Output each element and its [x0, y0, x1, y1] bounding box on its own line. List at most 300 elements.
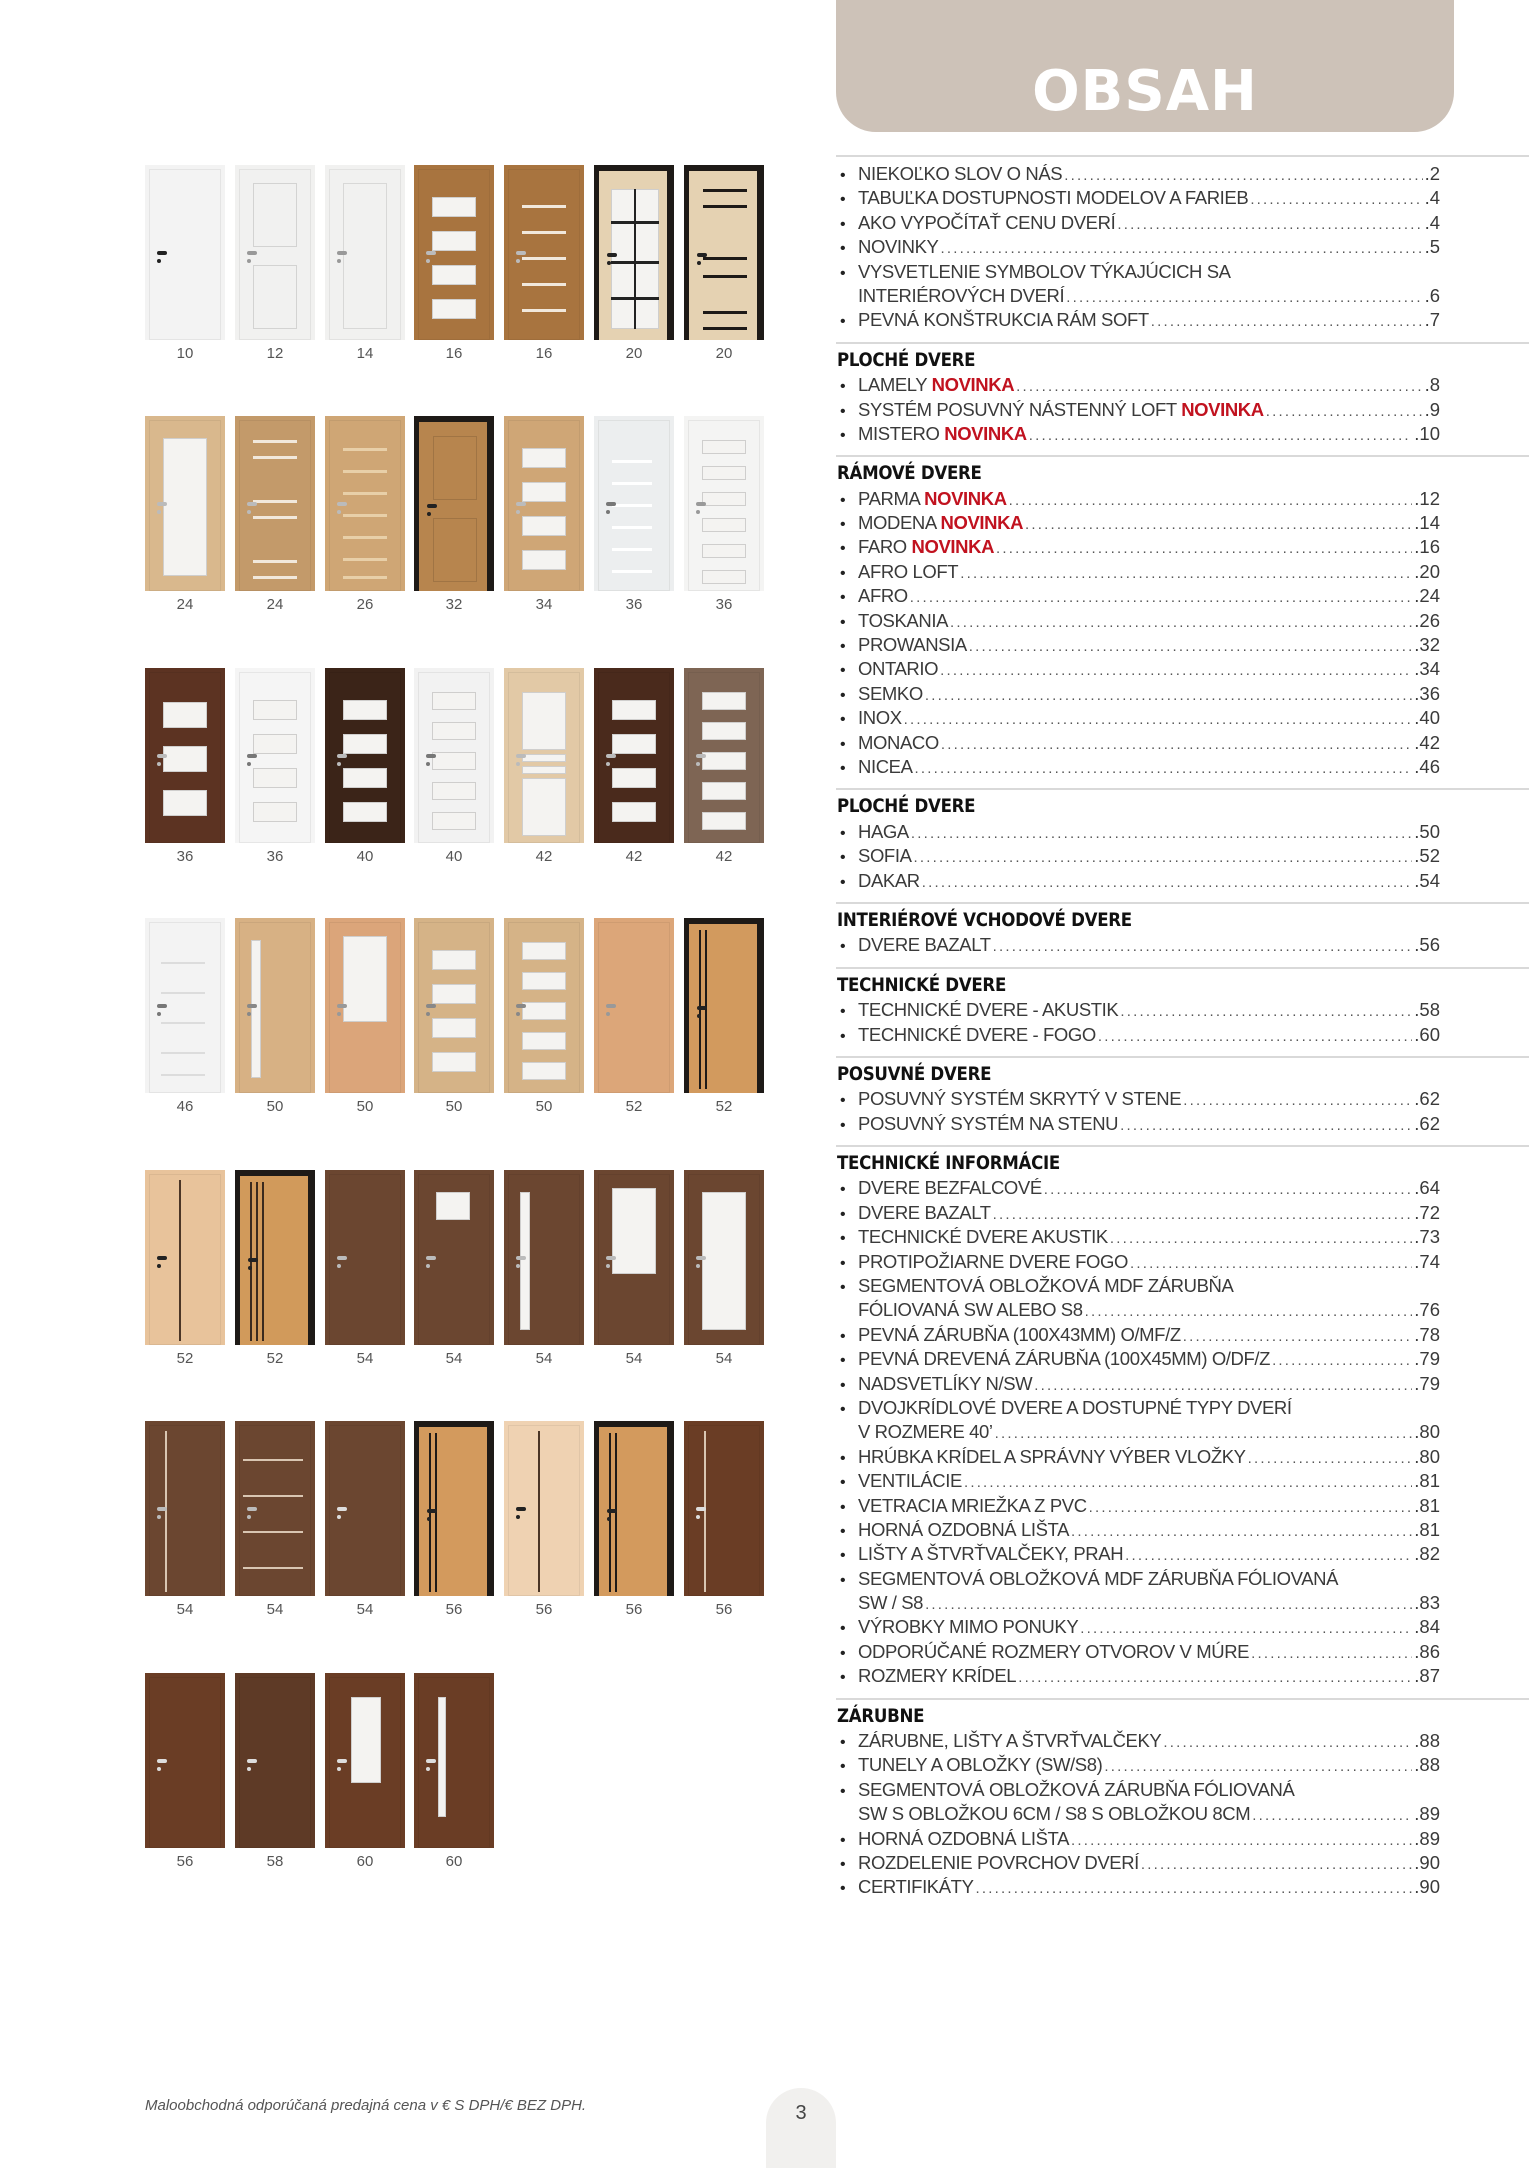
glass-slit: [522, 309, 566, 312]
toc-entry[interactable]: [836, 731, 1440, 755]
glass-slit: [343, 558, 387, 561]
dot-leader: [1044, 1178, 1412, 1202]
decor-line: [538, 1431, 540, 1592]
door-handle-icon: [516, 1507, 526, 1511]
dot-leader: [1163, 1731, 1412, 1755]
door-glass: [432, 722, 476, 740]
dot-leader: [1183, 1089, 1412, 1113]
door-thumbnail[interactable]: [684, 165, 764, 340]
toc-entry[interactable]: [836, 1274, 1440, 1298]
door-thumbnail[interactable]: [145, 165, 225, 340]
toc-entry[interactable]: [836, 260, 1440, 284]
toc-entry-text: CERTIFIKÁTY: [858, 1876, 974, 1898]
door-thumbnail[interactable]: [145, 918, 225, 1093]
toc-entry-label: [858, 1567, 1338, 1591]
toc-section-heading[interactable]: PLOCHÉ DVERE: [837, 796, 976, 818]
door-thumbnail[interactable]: [504, 668, 584, 843]
door-thumbnail[interactable]: [145, 1170, 225, 1345]
toc-entry[interactable]: [836, 869, 1440, 893]
bullet-icon: •: [840, 564, 846, 582]
door-page-label: 20: [715, 345, 733, 362]
toc-page-number: .36: [1414, 682, 1440, 704]
door-thumbnail[interactable]: [414, 668, 494, 843]
toc-entry[interactable]: [836, 1201, 1440, 1225]
bullet-icon: •: [840, 1758, 846, 1776]
toc-entry[interactable]: [836, 1445, 1440, 1469]
door-handle-icon: [427, 504, 437, 508]
toc-entry[interactable]: [836, 1664, 1440, 1688]
door-glass: [612, 1188, 656, 1274]
toc-page-number: .76: [1414, 1299, 1440, 1321]
toc-entry-label: [858, 1396, 1292, 1420]
door-thumbnail[interactable]: [684, 1170, 764, 1345]
door-thumbnail[interactable]: [684, 416, 764, 591]
toc-entry[interactable]: [836, 422, 1440, 446]
toc-entry-text: POSUVNÝ SYSTÉM SKRYTÝ V STENE: [858, 1088, 1182, 1110]
toc-page-number: .60: [1414, 1023, 1440, 1045]
grid-bar: [611, 221, 659, 224]
toc-entry[interactable]: [836, 186, 1440, 210]
door-thumbnail[interactable]: [414, 918, 494, 1093]
door-page-label: 50: [535, 1098, 553, 1115]
door-thumbnail[interactable]: [684, 918, 764, 1093]
toc-entry-text: VÝROBKY MIMO PONUKY: [858, 1616, 1079, 1638]
toc-entry-label: [858, 1778, 1294, 1802]
door-leaf: [419, 422, 487, 591]
toc-entry[interactable]: [836, 1729, 1440, 1753]
bullet-icon: •: [840, 711, 846, 729]
door-glass: [702, 544, 746, 558]
door-thumbnail[interactable]: [235, 1673, 315, 1848]
door-thumbnail[interactable]: [594, 1170, 674, 1345]
toc-entry[interactable]: [836, 1518, 1440, 1542]
toc-entry[interactable]: [836, 609, 1440, 633]
toc-entry[interactable]: [836, 933, 1440, 957]
door-leaf: [149, 1174, 221, 1345]
door-page-label: 54: [625, 1350, 643, 1367]
toc-page-number: .50: [1414, 820, 1440, 842]
door-handle-icon: [426, 754, 436, 758]
toc-page-number: .16: [1414, 536, 1440, 558]
toc-entry[interactable]: [836, 755, 1440, 779]
door-lock-icon: [606, 1012, 610, 1016]
door-thumbnail[interactable]: [684, 1421, 764, 1596]
bullet-icon: •: [840, 426, 846, 444]
door-leaf: [239, 1677, 311, 1848]
toc-page-number: .2: [1424, 163, 1440, 184]
toc-entry[interactable]: [836, 1778, 1440, 1802]
toc-entry[interactable]: [836, 1023, 1440, 1047]
door-glass: [522, 754, 566, 762]
door-page-label: 56: [535, 1601, 553, 1618]
toc-entry-continuation[interactable]: [836, 284, 1440, 308]
toc-entry[interactable]: [836, 535, 1440, 559]
toc-entry-text: ROZDELENIE POVRCHOV DVERÍ: [858, 1852, 1139, 1873]
bullet-icon: •: [840, 735, 846, 753]
door-thumbnail[interactable]: [325, 918, 405, 1093]
door-lock-icon: [696, 510, 700, 514]
toc-entry-continuation[interactable]: [836, 1802, 1440, 1826]
door-glass: [702, 1192, 746, 1330]
toc-entry-label: [858, 1274, 1233, 1298]
door-page-label: 50: [266, 1098, 284, 1115]
glass-slit: [161, 1022, 205, 1024]
door-glass: [702, 752, 746, 770]
toc-entry-label: [858, 933, 991, 957]
door-lock-icon: [337, 1012, 341, 1016]
toc-entry[interactable]: [836, 1176, 1440, 1200]
toc-entry[interactable]: [836, 487, 1440, 511]
door-thumbnail[interactable]: [325, 1170, 405, 1345]
toc-entry-label: [858, 1372, 1032, 1396]
door-thumbnail[interactable]: [325, 1421, 405, 1596]
door-glass: [702, 466, 746, 480]
door-thumbnail[interactable]: [594, 918, 674, 1093]
toc-entry[interactable]: [836, 235, 1440, 259]
novinka-badge: NOVINKA: [944, 422, 1027, 444]
toc-section-heading[interactable]: ZÁRUBNE: [837, 1705, 925, 1727]
toc-entry[interactable]: [836, 1494, 1440, 1518]
door-lock-icon: [606, 510, 610, 514]
bullet-icon: •: [840, 759, 846, 777]
door-glass: [432, 812, 476, 830]
door-handle-icon: [157, 1507, 167, 1511]
decor-line: [262, 1182, 264, 1341]
dot-leader: [1104, 1755, 1412, 1779]
toc-page-number: .26: [1414, 609, 1440, 631]
door-page-label: 24: [176, 596, 194, 613]
dot-leader: [1071, 1520, 1412, 1544]
toc-entry[interactable]: [836, 211, 1440, 235]
door-lock-icon: [516, 762, 520, 766]
toc-entry[interactable]: [836, 1323, 1440, 1347]
door-page-label: 20: [625, 345, 643, 362]
toc-page-number: .4: [1424, 187, 1440, 209]
door-thumbnail[interactable]: [594, 1421, 674, 1596]
toc-entry[interactable]: [836, 1396, 1440, 1420]
door-handle-icon: [247, 1759, 257, 1763]
toc-entry[interactable]: [836, 1347, 1440, 1371]
door-page-label: 52: [176, 1350, 194, 1367]
door-lock-icon: [337, 1767, 341, 1771]
door-glass: [702, 782, 746, 800]
toc-entry-text: HORNÁ OZDOBNÁ LIŠTA: [858, 1827, 1070, 1849]
toc-entry[interactable]: [836, 308, 1440, 332]
door-leaf: [508, 1425, 580, 1596]
toc-entry[interactable]: [836, 1250, 1440, 1274]
toc-entry[interactable]: [836, 682, 1440, 706]
toc-entry[interactable]: [836, 633, 1440, 657]
toc-entry[interactable]: [836, 1827, 1440, 1851]
door-leaf: [688, 1174, 760, 1345]
glass-slit: [612, 504, 652, 507]
toc-section-heading[interactable]: INTERIÉROVÉ VCHODOVÉ DVERE: [837, 909, 1132, 931]
toc-entry[interactable]: [836, 1087, 1440, 1111]
door-leaf: [149, 1677, 221, 1848]
door-thumbnail[interactable]: [235, 165, 315, 340]
toc-section-heading[interactable]: RÁMOVÉ DVERE: [837, 463, 982, 485]
door-glass: [432, 1052, 476, 1072]
toc-entry-label: [858, 535, 994, 559]
door-thumbnail[interactable]: [235, 416, 315, 591]
toc-entry-label: [858, 609, 948, 633]
door-handle-icon: [157, 502, 167, 506]
toc-section: [836, 457, 1529, 788]
door-glass: [343, 734, 387, 754]
toc-entry[interactable]: [836, 998, 1440, 1022]
door-lock-icon: [337, 510, 341, 514]
door-lock-icon: [696, 1264, 700, 1268]
toc-entry-text: TOSKANIA: [858, 609, 949, 631]
door-leaf: [598, 672, 670, 843]
door-lock-icon: [516, 1264, 520, 1268]
bullet-icon: •: [840, 1734, 846, 1752]
door-page-label: 16: [445, 345, 463, 362]
toc-entry[interactable]: [836, 844, 1440, 868]
door-thumbnail[interactable]: [414, 1673, 494, 1848]
bullet-icon: •: [840, 215, 846, 233]
door-thumbnail[interactable]: [325, 165, 405, 340]
bullet-icon: •: [840, 1205, 846, 1223]
decor-bar: [243, 1531, 303, 1533]
door-thumbnail[interactable]: [594, 668, 674, 843]
toc-entry-text: INOX: [858, 707, 902, 729]
door-thumbnail[interactable]: [504, 1170, 584, 1345]
door-page-label: 10: [176, 345, 194, 362]
toc-entry-text: ODPORÚČANÉ ROZMERY OTVOROV V MÚRE: [858, 1640, 1250, 1662]
toc-entry[interactable]: [836, 657, 1440, 681]
toc-entry-text: VYSVETLENIE SYMBOLOV TÝKAJÚCICH SA: [858, 260, 1231, 282]
door-glass: [253, 802, 297, 822]
toc-entry-text: POSUVNÝ SYSTÉM NA STENU: [858, 1112, 1119, 1134]
toc-entry[interactable]: [836, 706, 1440, 730]
toc-entry[interactable]: [836, 1225, 1440, 1249]
door-thumbnail[interactable]: [414, 1170, 494, 1345]
bullet-icon: •: [840, 849, 846, 867]
door-glass: [343, 768, 387, 788]
door-page-label: 54: [176, 1601, 194, 1618]
toc-entry[interactable]: [836, 560, 1440, 584]
toc-entry[interactable]: [836, 1640, 1440, 1664]
door-thumbnail[interactable]: [684, 668, 764, 843]
door-thumbnail[interactable]: [235, 918, 315, 1093]
door-thumbnail[interactable]: [235, 1421, 315, 1596]
toc-entry-text: HORNÁ OZDOBNÁ LIŠTA: [858, 1518, 1070, 1540]
door-thumbnail[interactable]: [145, 668, 225, 843]
door-thumbnail[interactable]: [145, 416, 225, 591]
toc-entry-text: ROZMERY KRÍDEL: [858, 1665, 1017, 1687]
toc-entry-text: LIŠTY A ŠTVRŤVALČEKY, PRAH: [858, 1543, 1124, 1565]
door-thumbnail[interactable]: [235, 668, 315, 843]
toc-entry[interactable]: [836, 1875, 1440, 1899]
door-thumbnail[interactable]: [325, 1673, 405, 1848]
toc-entry-label: [858, 373, 1014, 397]
door-thumbnail[interactable]: [594, 416, 674, 591]
door-page-label: 54: [715, 1350, 733, 1367]
dot-leader: [995, 1422, 1413, 1446]
toc-entry[interactable]: [836, 373, 1440, 397]
door-thumbnail[interactable]: [414, 1421, 494, 1596]
toc-page-number: .12: [1414, 487, 1440, 509]
toc-entry[interactable]: [836, 162, 1440, 186]
door-leaf: [329, 1174, 401, 1345]
toc-entry[interactable]: [836, 1753, 1440, 1777]
toc-section-heading[interactable]: PLOCHÉ DVERE: [837, 349, 976, 371]
toc-page-number: .89: [1414, 1827, 1440, 1849]
bullet-icon: •: [840, 378, 846, 396]
door-lock-icon: [606, 1264, 610, 1268]
door-leaf: [688, 1425, 760, 1596]
door-glass: [163, 438, 207, 576]
door-handle-icon: [157, 1256, 167, 1260]
door-thumbnail[interactable]: [235, 1170, 315, 1345]
page-title: OBSAH: [1032, 59, 1258, 124]
door-glass: [163, 702, 207, 728]
door-page-label: 54: [266, 1601, 284, 1618]
toc-entry-continuation[interactable]: [836, 1298, 1440, 1322]
door-leaf: [689, 924, 757, 1093]
toc-entry-label: [858, 1201, 991, 1225]
door-handle-icon: [157, 251, 167, 255]
door-lock-icon: [337, 762, 341, 766]
door-page-label: 14: [356, 345, 374, 362]
toc-section-heading[interactable]: TECHNICKÉ INFORMÁCIE: [837, 1153, 1060, 1175]
glass-slit: [522, 205, 566, 208]
door-thumbnail[interactable]: [504, 918, 584, 1093]
door-thumbnail[interactable]: [414, 165, 494, 340]
toc-entry-text: PARMA: [858, 487, 920, 509]
bullet-icon: •: [840, 240, 846, 258]
toc-entry[interactable]: [836, 1615, 1440, 1639]
black-bar: [703, 257, 747, 260]
dot-leader: [940, 237, 1422, 261]
door-lock-icon: [426, 1767, 430, 1771]
toc-entry-label: [858, 560, 958, 584]
toc-entry-label: [858, 1518, 1069, 1542]
door-handle-icon: [337, 502, 347, 506]
door-thumbnail[interactable]: [594, 165, 674, 340]
door-panel: [253, 265, 297, 329]
door-lock-icon: [607, 1517, 611, 1521]
toc-entry[interactable]: [836, 1851, 1440, 1875]
door-leaf: [239, 169, 311, 340]
toc-section-heading[interactable]: TECHNICKÉ DVERE: [837, 974, 1007, 996]
door-thumbnail[interactable]: [504, 1421, 584, 1596]
toc-entry[interactable]: [836, 584, 1440, 608]
toc-entry-text: ONTARIO: [858, 658, 939, 680]
glass-slit: [253, 516, 297, 519]
bullet-icon: •: [840, 1254, 846, 1272]
toc-entry-label: [858, 1087, 1181, 1111]
toc-entry-label: [858, 633, 967, 657]
toc-section-heading[interactable]: POSUVNÉ DVERE: [837, 1063, 992, 1085]
toc-entry-label: [858, 1664, 1016, 1688]
door-handle-icon: [337, 1507, 347, 1511]
door-lock-icon: [337, 1264, 341, 1268]
toc-entry[interactable]: [836, 1112, 1440, 1136]
door-leaf: [239, 420, 311, 591]
door-thumbnail[interactable]: [325, 416, 405, 591]
door-thumbnail[interactable]: [414, 416, 494, 591]
dot-leader: [1120, 1114, 1412, 1138]
door-leaf: [508, 672, 580, 843]
toc-entry[interactable]: [836, 1469, 1440, 1493]
door-glass: [343, 936, 387, 1022]
toc-entry-text: HRÚBKA KRÍDEL A SPRÁVNY VÝBER VLOŽKY: [858, 1445, 1246, 1467]
door-handle-icon: [337, 754, 347, 758]
toc-entry-label: [858, 1469, 962, 1493]
door-page-label: 58: [266, 1853, 284, 1870]
toc-entry-text: SYSTÉM POSUVNÝ NÁSTENNÝ LOFT: [858, 398, 1177, 420]
toc-entry-text: DAKAR: [858, 869, 920, 891]
bullet-icon: •: [840, 191, 846, 209]
door-page-label: 42: [535, 848, 553, 865]
toc-entry-label: [858, 755, 913, 779]
toc-page-number: .73: [1414, 1226, 1440, 1248]
bullet-icon: •: [840, 1782, 846, 1800]
dot-leader: [1252, 1804, 1412, 1828]
door-thumbnail[interactable]: [504, 416, 584, 591]
door-panel: [433, 518, 477, 582]
bullet-icon: •: [840, 1474, 846, 1492]
dot-leader: [1064, 164, 1422, 188]
door-thumbnail[interactable]: [504, 165, 584, 340]
door-glass: [702, 518, 746, 532]
door-thumbnail[interactable]: [145, 1673, 225, 1848]
bullet-icon: •: [840, 1376, 846, 1394]
toc-entry-continuation[interactable]: [836, 1420, 1440, 1444]
door-glass: [522, 482, 566, 502]
door-page-label: 60: [445, 1853, 463, 1870]
toc-page-number: .88: [1414, 1730, 1440, 1752]
dot-leader: [1110, 1227, 1412, 1251]
toc-entry[interactable]: [836, 511, 1440, 535]
door-handle-icon: [606, 502, 616, 506]
toc-page-number: .32: [1414, 634, 1440, 656]
toc-entry-continuation[interactable]: [836, 1591, 1440, 1615]
door-leaf: [418, 672, 490, 843]
toc-section: [836, 1147, 1529, 1698]
door-handle-icon: [516, 251, 526, 255]
door-thumbnail[interactable]: [145, 1421, 225, 1596]
toc-entry[interactable]: [836, 820, 1440, 844]
glass-slit: [161, 962, 205, 964]
toc-page-number: .90: [1414, 1876, 1440, 1898]
toc-entry-text: DVERE BAZALT: [858, 1201, 991, 1223]
door-leaf: [329, 1425, 401, 1596]
dot-leader: [1250, 188, 1422, 212]
toc-entry[interactable]: [836, 1542, 1440, 1566]
door-glass: [163, 746, 207, 772]
door-thumbnail[interactable]: [325, 668, 405, 843]
toc-entry-text: NOVINKY: [858, 236, 939, 258]
dot-leader: [1183, 1325, 1413, 1349]
door-leaf: [329, 420, 401, 591]
door-page-label: 56: [625, 1601, 643, 1618]
toc-page-number: .64: [1414, 1177, 1440, 1199]
novinka-badge: NOVINKA: [924, 487, 1007, 509]
contents-header: [836, 0, 1454, 132]
door-lock-icon: [157, 510, 161, 514]
toc-entry[interactable]: [836, 1567, 1440, 1591]
toc-entry[interactable]: [836, 398, 1440, 422]
toc-entry-label: [858, 998, 1118, 1022]
bullet-icon: •: [840, 167, 846, 184]
toc-entry-text: DVERE BEZFALCOVÉ: [858, 1177, 1042, 1199]
toc-entry[interactable]: [836, 1372, 1440, 1396]
bullet-icon: •: [840, 638, 846, 656]
door-leaf: [418, 1174, 490, 1345]
